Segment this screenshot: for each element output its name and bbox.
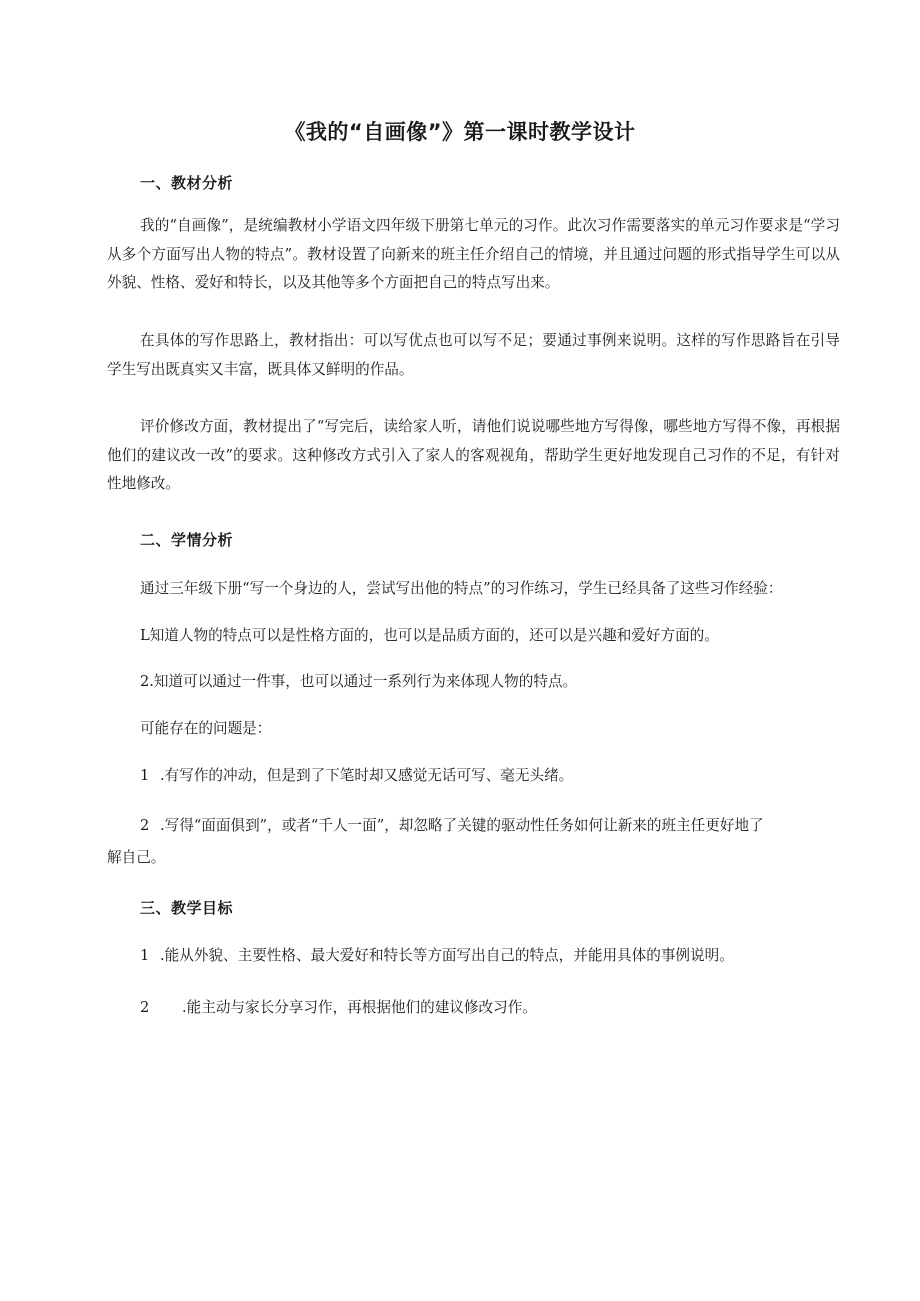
list-number: 1 <box>140 767 150 784</box>
document-title: 《我的“自画像”》第一课时教学设计 <box>284 120 636 144</box>
paragraph-writing-approach: 在具体的写作思路上，教材指出：可以写优点也可以写不足；要通过事例来说明。这样的写作思路旨在引导学生写出既真实又丰富，既具体又鲜明的作品。 <box>107 332 840 378</box>
section-heading-learner-analysis: 二、学情分析 <box>140 531 234 549</box>
paragraph-textbook-intro: 我的“自画像”，是统编教材小学语文四年级下册第七单元的习作。此次习作需要落实的单元习作要求是“学习从多个方面写出人物的特点”。教材设置了向新来的班主任介绍自己的情境，并且通过问题的形式指导学生可以从外貌、性格、爱好和特长，以及其他等多个方面把自己的特点写出来。 <box>107 217 840 291</box>
list-number: 2 <box>140 817 150 834</box>
problems-label: 可能存在的问题是： <box>140 720 272 737</box>
experience-item-1: L知道人物的特点可以是性格方面的，也可以是品质方面的，还可以是兴趣和爱好方面的。 <box>140 627 719 644</box>
list-text: .能从外貌、主要性格、最大爱好和特长等方面写出自己的特点，并能用具体的事例说明。 <box>160 947 734 964</box>
problem-item-2 <box>140 814 764 835</box>
problem-item-1 <box>140 764 573 785</box>
goal-item-2 <box>140 996 537 1017</box>
list-text: .有写作的冲动，但是到了下笔时却又感觉无话可写、毫无头绪。 <box>160 767 574 784</box>
list-number: 1 <box>140 947 150 964</box>
list-text: .能主动与家长分享习作，再根据他们的建议修改习作。 <box>182 999 537 1016</box>
list-number: 2 <box>140 999 150 1016</box>
paragraph-revision: 评价修改方面，教材提出了“写完后，读给家人听，请他们说说哪些地方写得像，哪些地方写得不像，再根据他们的建议改一改”的要求。这种修改方式引入了家人的客观视角，帮助学生更好地发现自己习作的不足，有针对性地修改。 <box>107 418 840 492</box>
experience-item-2: 2.知道可以通过一件事，也可以通过一系列行为来体现人物的特点。 <box>140 673 578 690</box>
problem-item-2-continuation: 解自己。 <box>107 849 166 866</box>
list-text: .写得“面面俱到”，或者“千人一面”，却忽略了关键的驱动性任务如何让新来的班主任更好地了 <box>160 817 764 834</box>
learner-intro: 通过三年级下册“写一个身边的人，尝试写出他的特点”的习作练习，学生已经具备了这些习作经验： <box>140 580 783 597</box>
section-heading-teaching-goals: 三、教学目标 <box>140 899 234 917</box>
section-heading-textbook-analysis: 一、教材分析 <box>140 174 234 192</box>
goal-item-1 <box>140 944 734 965</box>
